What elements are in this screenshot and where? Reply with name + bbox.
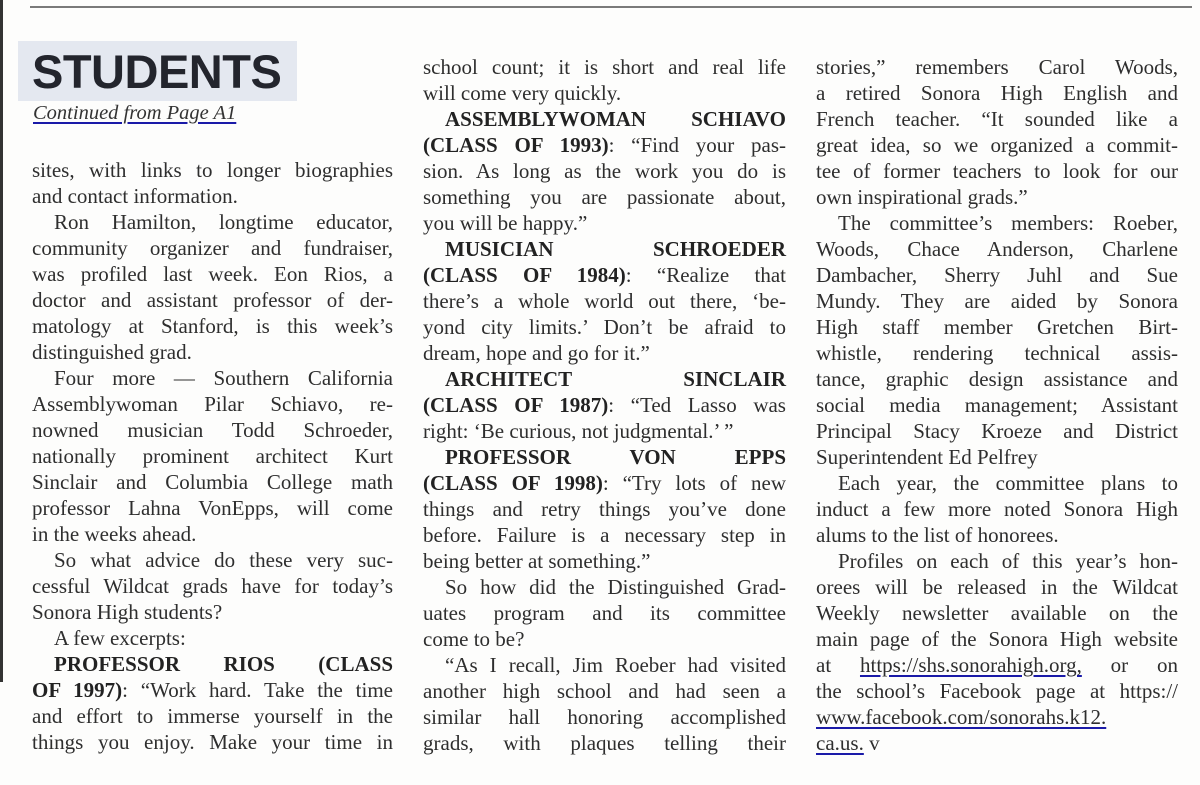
text-line	[816, 158, 1178, 184]
text-line	[423, 418, 786, 444]
text-line	[32, 625, 393, 651]
line-text: High staff member Gretchen Birt-	[816, 315, 1178, 339]
text-line	[32, 495, 393, 521]
line-text: Sonora High students?	[32, 600, 223, 624]
text-line	[816, 392, 1178, 418]
text-line	[816, 340, 1178, 366]
line-text: Assemblywoman Pilar Schiavo, re-	[32, 392, 393, 416]
line-text: nowned musician Todd Schroeder,	[32, 418, 393, 442]
line-text: own inspirational grads.”	[816, 185, 1028, 209]
continued-from-link[interactable]: Continued from Page A1	[33, 102, 237, 124]
line-text: distinguished grad.	[32, 340, 192, 364]
text-line	[423, 600, 786, 626]
line-text: matology at Stanford, is this week’s	[32, 314, 393, 338]
text-line	[32, 287, 393, 313]
text-line	[423, 392, 786, 418]
text-line	[816, 184, 1178, 210]
text-line	[816, 522, 1178, 548]
text-line	[32, 521, 393, 547]
text-line	[816, 54, 1178, 80]
text-line	[423, 522, 786, 548]
text-line	[423, 184, 786, 210]
line-text: the school’s Facebook page at https://	[816, 679, 1178, 703]
text-line	[32, 573, 393, 599]
text-line	[423, 444, 786, 470]
line-text: Woods, Chace Anderson, Charlene	[816, 237, 1178, 261]
line-text: A few excerpts:	[54, 626, 186, 650]
text-line	[423, 704, 786, 730]
text-line	[816, 106, 1178, 132]
text-line	[32, 469, 393, 495]
line-text: : “Ted Lasso was	[608, 393, 786, 417]
bold-lead-in: (CLASS OF 1993)	[423, 133, 609, 157]
text-line	[423, 314, 786, 340]
line-text: uates program and its committee	[423, 601, 786, 625]
text-line	[816, 262, 1178, 288]
line-text: you will be happy.”	[423, 211, 588, 235]
text-line	[423, 80, 786, 106]
text-line	[423, 652, 786, 678]
line-text: : “Work hard. Take the time	[122, 678, 393, 702]
line-text: being better at something.”	[423, 549, 651, 573]
line-text: there’s a whole world out there, ‘be-	[423, 289, 786, 313]
text-line	[423, 574, 786, 600]
text-line	[32, 209, 393, 235]
text-line	[816, 496, 1178, 522]
text-line	[32, 651, 393, 677]
line-text: stories,” remembers Carol Woods,	[816, 55, 1178, 79]
line-text: doctor and assistant professor of der-	[32, 288, 393, 312]
text-line	[423, 210, 786, 236]
text-line	[32, 443, 393, 469]
text-line	[32, 183, 393, 209]
text-line	[423, 158, 786, 184]
line-text: v	[863, 731, 880, 755]
text-line	[423, 340, 786, 366]
text-line	[423, 548, 786, 574]
text-line	[423, 730, 786, 756]
bold-lead-in: ASSEMBLYWOMAN SCHIAVO	[445, 107, 786, 131]
line-text: whistle, rendering technical assis-	[816, 341, 1178, 365]
text-line	[423, 106, 786, 132]
line-text: “As I recall, Jim Roeber had visited	[445, 653, 786, 677]
line-text: sion. As long as the work you do is	[423, 159, 786, 183]
text-line	[816, 600, 1178, 626]
text-line	[816, 470, 1178, 496]
line-text: Each year, the committee plans to	[838, 471, 1178, 495]
line-text: and contact information.	[32, 184, 238, 208]
line-text: So how did the Distinguished Grad-	[445, 575, 786, 599]
text-line	[32, 365, 393, 391]
line-text: Mundy. They are aided by Sonora	[816, 289, 1178, 313]
text-line	[816, 548, 1178, 574]
line-text: something you are passionate about,	[423, 185, 786, 209]
line-text: community organizer and fundraiser,	[32, 236, 393, 260]
line-text: a retired Sonora High English and	[816, 81, 1178, 105]
line-text: and effort to immerse yourself in the	[32, 704, 393, 728]
text-line	[816, 418, 1178, 444]
text-line	[816, 288, 1178, 314]
line-text: main page of the Sonora High website	[816, 627, 1178, 651]
bold-lead-in: (CLASS OF 1998)	[423, 471, 603, 495]
text-line	[32, 339, 393, 365]
line-text: was profiled last week. Eon Rios, a	[32, 262, 393, 286]
text-line	[423, 678, 786, 704]
line-text: in the weeks ahead.	[32, 522, 197, 546]
bold-lead-in: OF 1997)	[32, 678, 123, 702]
text-line	[32, 313, 393, 339]
line-text: French teacher. “It sounded like a	[816, 107, 1178, 131]
text-line	[32, 729, 393, 755]
line-text: social media management; Assistant	[816, 393, 1178, 417]
line-text: right: ‘Be curious, not judgmental.’ ”	[423, 419, 734, 443]
line-text: will come very quickly.	[423, 81, 622, 105]
line-text: great idea, so we organized a commit-	[816, 133, 1178, 157]
line-text: Ron Hamilton, longtime educator,	[54, 210, 393, 234]
line-text: : “Find your pas-	[608, 133, 786, 157]
line-text: nationally prominent architect Kurt	[32, 444, 393, 468]
line-text: alums to the list of honorees.	[816, 523, 1059, 547]
url-link[interactable]: ca.us.	[816, 731, 864, 755]
line-text: at	[816, 653, 860, 677]
bold-lead-in: (CLASS OF 1987)	[423, 393, 609, 417]
text-line	[423, 262, 786, 288]
line-text: cessful Wildcat grads have for today’s	[32, 574, 393, 598]
article-column-2	[423, 54, 786, 756]
text-line	[32, 677, 393, 703]
text-line	[32, 599, 393, 625]
text-line	[816, 626, 1178, 652]
line-text: Four more — Southern California	[54, 366, 393, 390]
text-line	[32, 547, 393, 573]
section-heading: STUDENTS	[32, 45, 282, 98]
text-line	[32, 261, 393, 287]
text-line	[816, 678, 1178, 704]
text-line	[423, 626, 786, 652]
left-border-rule	[0, 0, 3, 682]
line-text: : “Realize that	[625, 263, 786, 287]
line-text: similar hall honoring accomplished	[423, 705, 786, 729]
text-line	[423, 288, 786, 314]
line-text: dream, hope and go for it.”	[423, 341, 650, 365]
bold-lead-in: MUSICIAN SCHROEDER	[445, 237, 786, 261]
line-text: : “Try lots of new	[602, 471, 786, 495]
text-line	[423, 496, 786, 522]
text-line	[816, 210, 1178, 236]
line-text: So what advice do these very suc-	[54, 548, 393, 572]
bold-lead-in: (CLASS OF 1984)	[423, 263, 626, 287]
text-line	[32, 157, 393, 183]
line-text: Weekly newsletter available on the	[816, 601, 1178, 625]
line-text: induct a few more noted Sonora High	[816, 497, 1178, 521]
text-line	[816, 704, 1178, 730]
text-line	[32, 391, 393, 417]
bold-lead-in: PROFESSOR VON EPPS	[445, 445, 786, 469]
url-link[interactable]: www.facebook.com/sonorahs.k12.	[816, 705, 1107, 729]
text-line	[816, 314, 1178, 340]
line-text: The committee’s members: Roeber,	[838, 211, 1178, 235]
line-text: Principal Stacy Kroeze and District	[816, 419, 1178, 443]
bold-lead-in: PROFESSOR RIOS (CLASS	[54, 652, 393, 676]
line-text: another high school and had seen a	[423, 679, 786, 703]
line-text: Profiles on each of this year’s hon-	[838, 549, 1178, 573]
text-line	[423, 470, 786, 496]
line-text: sites, with links to longer biographies	[32, 158, 393, 182]
text-line	[423, 54, 786, 80]
text-line	[816, 652, 1178, 678]
line-text: yond city limits.’ Don’t be afraid to	[423, 315, 786, 339]
top-divider-rule	[30, 6, 1192, 8]
line-text: things you enjoy. Make your time in	[32, 730, 393, 754]
line-text: come to be?	[423, 627, 525, 651]
text-line	[32, 417, 393, 443]
article-column-1	[32, 157, 393, 755]
line-text: professor Lahna VonEpps, will come	[32, 496, 393, 520]
line-text: Sinclair and Columbia College math	[32, 470, 393, 494]
line-text: school count; it is short and real life	[423, 55, 786, 79]
bold-lead-in: ARCHITECT SINCLAIR	[445, 367, 786, 391]
line-text: Superintendent Ed Pelfrey	[816, 445, 1038, 469]
line-text: Dambacher, Sherry Juhl and Sue	[816, 263, 1178, 287]
text-line	[423, 132, 786, 158]
line-text: before. Failure is a necessary step in	[423, 523, 786, 547]
text-line	[423, 366, 786, 392]
line-text: orees will be released in the Wildcat	[816, 575, 1178, 599]
text-line	[423, 236, 786, 262]
text-line	[32, 235, 393, 261]
text-line	[816, 366, 1178, 392]
line-text: grads, with plaques telling their	[423, 731, 786, 755]
article-column-3	[816, 54, 1178, 756]
text-line	[816, 236, 1178, 262]
text-line	[816, 80, 1178, 106]
line-text: things and retry things you’ve done	[423, 497, 786, 521]
text-line	[32, 703, 393, 729]
text-line	[816, 730, 1178, 756]
text-line	[816, 132, 1178, 158]
text-line	[816, 574, 1178, 600]
line-text: tee of former teachers to look for our	[816, 159, 1178, 183]
text-line	[816, 444, 1178, 470]
line-text: or on	[1081, 653, 1178, 677]
line-text: tance, graphic design assistance and	[816, 367, 1178, 391]
url-link[interactable]: https://shs.sonorahigh.org,	[859, 653, 1082, 677]
